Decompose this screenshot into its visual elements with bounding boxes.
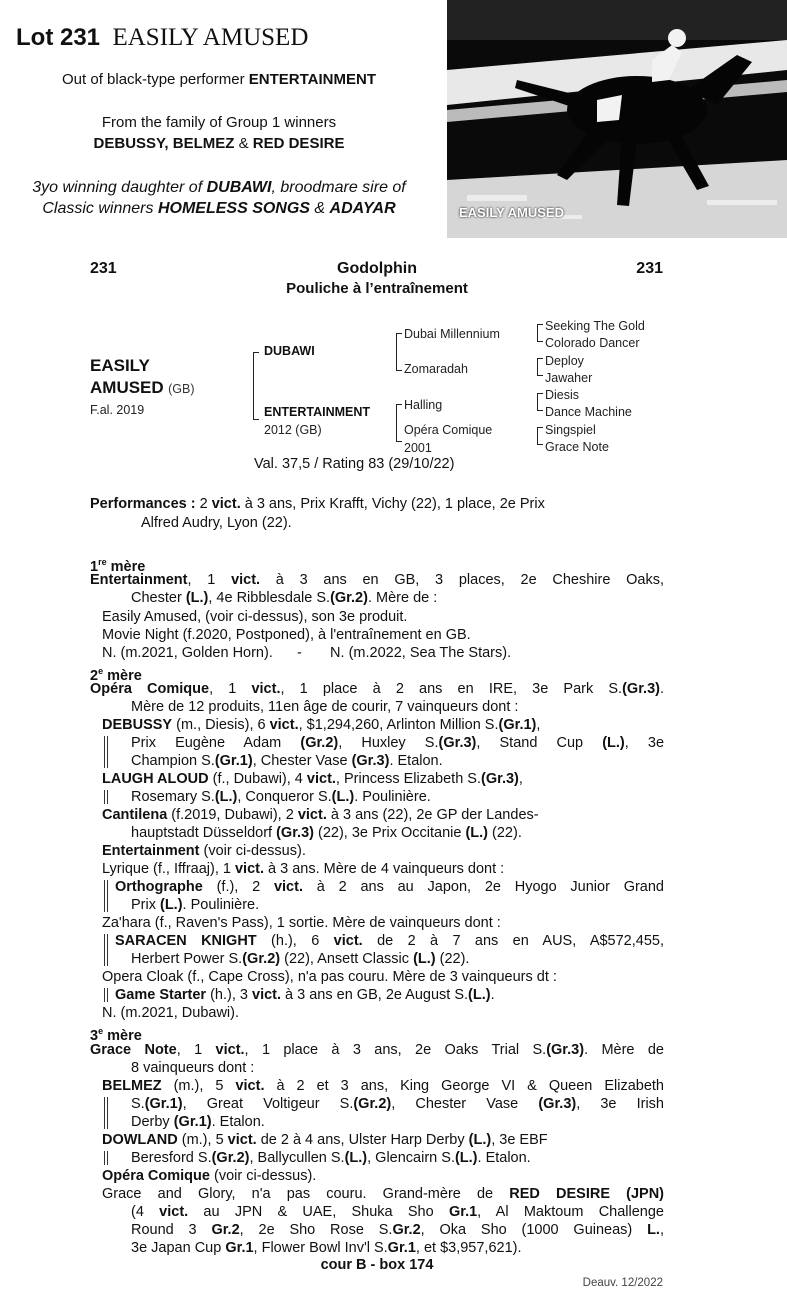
- lot-number-left: 231: [90, 260, 117, 277]
- produce-bar: [104, 988, 108, 1002]
- pedigree-bracket-dam: [396, 404, 402, 442]
- belmez-line2: S.(Gr.1), Great Voltigeur S.(Gr.2), Chester Vase (Gr.3), 3e Irish: [131, 1096, 664, 1112]
- grace-glory-line2: (4 vict. au JPN & UAE, Shuka Sho Gr.1, Al Maktoum Challenge: [131, 1204, 665, 1220]
- laugh-aloud-line1: LAUGH ALOUD (f., Dubawi), 4 vict., Princess Elizabeth S.(Gr.3),: [102, 771, 523, 787]
- belmez-line1: BELMEZ (m.), 5 vict. à 2 et 3 ans, King George VI & Queen Elizabeth: [102, 1078, 664, 1094]
- pedigree-sire: DUBAWI: [264, 344, 315, 358]
- third-dam-heading: 3e mère: [90, 1026, 142, 1044]
- family-tagline: From the family of Group 1 winners DEBUSSY, BELMEZ & RED DESIRE: [93, 114, 345, 152]
- family-name-2: BELMEZ: [172, 135, 235, 152]
- second-dam-name: Opéra Comique: [90, 681, 210, 697]
- grace-glory-line4: 3e Japan Cup Gr.1, Flower Bowl Inv'l S.Gr.1, et $3,957,621).: [131, 1240, 522, 1256]
- orthographe-line1: Orthographe (f.), 2 vict. à 2 ans au Japon, 2e Hyogo Junior Grand: [115, 879, 664, 895]
- belmez-line3: Derby (Gr.1). Etalon.: [131, 1114, 265, 1130]
- sale-reference: Deauv. 12/2022: [582, 1277, 663, 1289]
- pedigree-sds: Deploy: [545, 354, 584, 368]
- dowland-line1: DOWLAND (m.), 5 vict. de 2 à 4 ans, Ulster Harp Derby (L.), 3e EBF: [102, 1132, 548, 1148]
- pedigree-bracket-ss: [537, 324, 543, 342]
- sale-category: Pouliche à l’entraînement: [286, 280, 468, 297]
- pedigree-sss: Seeking The Gold: [545, 319, 645, 333]
- dowland-line2: Beresford S.(Gr.2), Ballycullen S.(L.), Glencairn S.(L.). Etalon.: [131, 1150, 531, 1166]
- race-photo: [447, 0, 787, 238]
- third-dam-line1: Grace Note, 1 vict., 1 place à 3 ans, 2e Oaks Trial S.(Gr.3). Mère de: [90, 1042, 664, 1058]
- produce-bar: [104, 1151, 108, 1165]
- pedigree-ds: Halling: [404, 398, 443, 412]
- pedigree-dam: ENTERTAINMENT: [264, 405, 371, 419]
- produce-bar: [104, 790, 108, 804]
- lot-number-right: 231: [636, 260, 663, 277]
- opera-comique-ref: Opéra Comique (voir ci-dessus).: [102, 1168, 317, 1184]
- first-dam-heading: 1re mère: [90, 557, 146, 575]
- first-dam-produce-1: Easily Amused, (voir ci-dessus), son 3e produit.: [102, 609, 408, 625]
- produce-bar: [104, 880, 108, 912]
- lyrique-line: Lyrique (f., Iffraaj), 1 vict. à 3 ans. Mère de 4 vainqueurs dont :: [102, 861, 505, 877]
- opera-cloak-line: Opera Cloak (f., Cape Cross), n'a pas couru. Mère de 3 vainqueurs dt :: [102, 969, 557, 985]
- pedigree-ddd: Grace Note: [545, 440, 609, 454]
- second-dam-line1: Opéra Comique, 1 vict., 1 place à 2 ans en IRE, 3e Park S.(Gr.3).: [90, 681, 664, 697]
- first-dam-name: Entertainment: [90, 572, 188, 588]
- pedigree-ss: Dubai Millennium: [404, 327, 500, 341]
- horse-title: EASILY AMUSED: [112, 24, 309, 51]
- cantilena-line1: Cantilena (f.2019, Dubawi), 2 vict. à 3 ans (22), 2e GP der Landes-: [102, 807, 539, 823]
- produce-bar: [104, 1097, 108, 1129]
- family-name-3: RED DESIRE: [252, 135, 345, 152]
- box-location: cour B - box 174: [320, 1257, 434, 1273]
- pedigree-ssd: Colorado Dancer: [545, 336, 640, 350]
- pedigree-bracket-main: [253, 352, 259, 420]
- horse-name-line1: EASILY: [90, 356, 150, 375]
- photo-caption: EASILY AMUSED: [459, 205, 564, 220]
- pedigree-sd: Zomaradah: [404, 362, 468, 376]
- pedigree-dss: Diesis: [545, 388, 580, 402]
- grace-glory-line1: Grace and Glory, n'a pas couru. Grand-mère de RED DESIRE (JPN): [102, 1186, 664, 1202]
- first-dam-produce-2: Movie Night (f.2020, Postponed), à l'entraînement en GB.: [102, 627, 471, 643]
- pedigree-bracket-dd: [537, 427, 543, 445]
- horse-racing-image: [447, 0, 787, 238]
- debussy-line3: Champion S.(Gr.1), Chester Vase (Gr.3). Etalon.: [131, 753, 443, 769]
- pedigree-dd: Opéra Comique: [404, 423, 493, 437]
- saracen-line2: Herbert Power S.(Gr.2) (22), Ansett Classic (L.) (22).: [131, 951, 470, 967]
- debussy-line1: DEBUSSY (m., Diesis), 6 vict., $1,294,260, Arlinton Million S.(Gr.1),: [102, 717, 541, 733]
- colt-2021-line: N. (m.2021, Dubawi).: [102, 1005, 239, 1021]
- laugh-aloud-line2: Rosemary S.(L.), Conqueror S.(L.). Poulinière.: [131, 789, 431, 805]
- pedigree-dd-year: 2001: [404, 441, 432, 455]
- orthographe-line2: Prix (L.). Poulinière.: [131, 897, 260, 913]
- dam-tagline: Out of black-type performer ENTERTAINMENT: [62, 71, 376, 88]
- third-dam-line2: 8 vainqueurs dont :: [131, 1060, 255, 1076]
- horse-sex-year: F.al. 2019: [90, 403, 145, 417]
- produce-bar: [104, 934, 108, 966]
- third-dam-name: Grace Note: [90, 1042, 177, 1058]
- first-dam-line1: Entertainment, 1 vict. à 3 ans en GB, 3 places, 2e Cheshire Oaks,: [90, 572, 665, 588]
- pedigree-bracket-sd: [537, 358, 543, 376]
- pedigree-dsd: Dance Machine: [545, 405, 632, 419]
- produce-bar: [104, 736, 108, 768]
- horse-name-line2: AMUSED (GB): [90, 378, 195, 397]
- pedigree-bracket-ds: [537, 393, 543, 411]
- dam-highlight: ENTERTAINMENT: [248, 71, 376, 88]
- cantilena-line2: hauptstadt Düsseldorf (Gr.3) (22), 3e Prix Occitanie (L.) (22).: [131, 825, 522, 841]
- first-dam-line2: Chester (L.), 4e Ribblesdale S.(Gr.2). Mère de :: [131, 590, 438, 606]
- sire-tagline: 3yo winning daughter of DUBAWI, broodmare sire of Classic winners HOMELESS SONGS & ADAYAR: [32, 179, 406, 217]
- performances: Performances : 2 vict. à 3 ans, Prix Krafft, Vichy (22), 1 place, 2e Prix: [90, 496, 545, 512]
- performances-cont: Alfred Audry, Lyon (22).: [141, 515, 292, 531]
- family-name-1: DEBUSSY: [93, 135, 165, 152]
- lot-number: Lot 231: [16, 24, 101, 51]
- pedigree-dam-info: 2012 (GB): [264, 423, 322, 437]
- pedigree-sdd: Jawaher: [545, 371, 593, 385]
- game-starter-line: Game Starter (h.), 3 vict. à 3 ans en GB, 2e August S.(L.).: [115, 987, 495, 1003]
- second-dam-heading: 2e mère: [90, 666, 142, 684]
- first-dam-produce-3: N. (m.2021, Golden Horn). - N. (m.2022, Sea The Stars).: [102, 645, 512, 661]
- lot-title: [16, 24, 308, 52]
- saracen-line1: SARACEN KNIGHT (h.), 6 vict. de 2 à 7 ans en AUS, A$572,455,: [115, 933, 664, 949]
- valuation: Val. 37,5 / Rating 83 (29/10/22): [254, 456, 455, 472]
- debussy-line2: Prix Eugène Adam (Gr.2), Huxley S.(Gr.3), Stand Cup (L.), 3e: [131, 735, 665, 751]
- pedigree-bracket-sire: [396, 333, 402, 371]
- consignor: Godolphin: [337, 260, 417, 277]
- pedigree-dds: Singspiel: [545, 423, 596, 437]
- zahara-line: Za'hara (f., Raven's Pass), 1 sortie. Mère de vainqueurs dont :: [102, 915, 501, 931]
- entertainment-ref: Entertainment (voir ci-dessus).: [102, 843, 306, 859]
- grace-glory-line3: Round 3 Gr.2, 2e Sho Rose S.Gr.2, Oka Sho (1000 Guineas) L.,: [131, 1222, 664, 1238]
- second-dam-line2: Mère de 12 produits, 11en âge de courir, 7 vainqueurs dont :: [131, 699, 519, 715]
